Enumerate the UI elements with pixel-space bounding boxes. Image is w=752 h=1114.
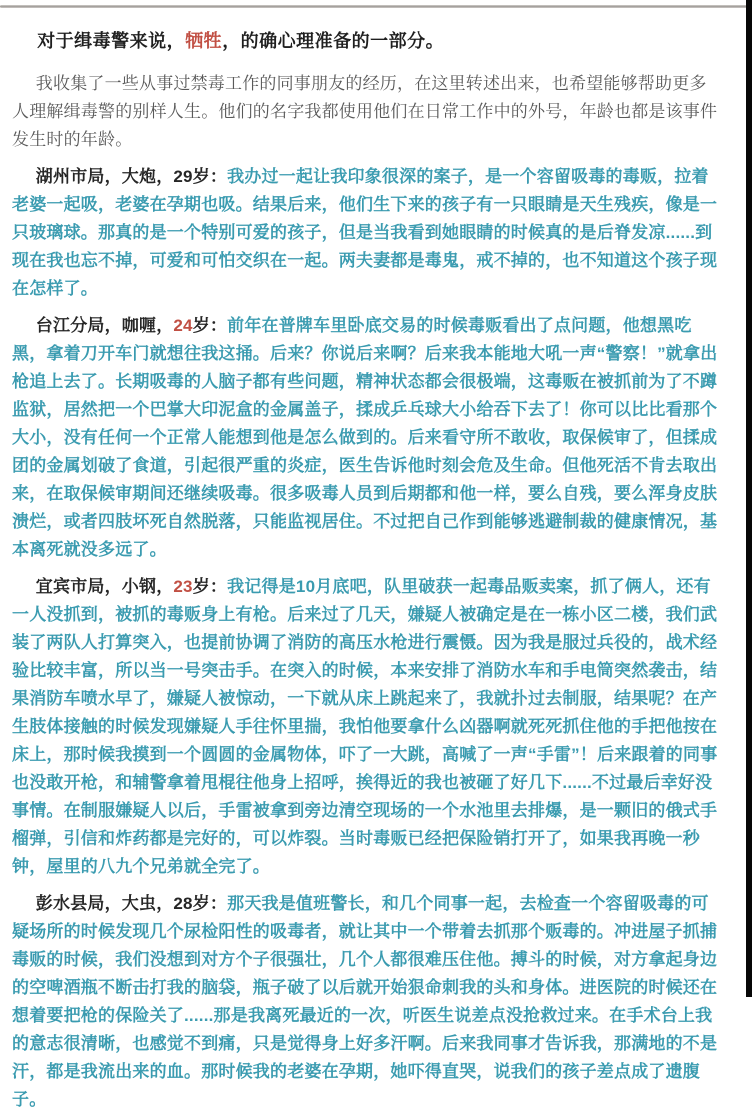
story-4-body: 那天我是值班警长，和几个同事一起，去检查一个容留吸毒的可疑场所的时候发现几个尿检阳性的吸毒者，就让其中一个带着去抓那个贩毒的。冲进屋子抓捕毒贩的时候，我们没想到对方个子很强壮，几个人都很难压住他。搏斗的时候，对方拿起身边的空啤酒瓶不断击打我的脑袋，瓶子破了以后就开始狠命刺我的头和身体。进医院的时候还在想着要把枪的保险关了......那是我离死最近的一次，听医生说差点没抢救过来。在手术台上我的意志很清晰，也感觉不到痛，只是觉得身上好多汗啊。后来我同事才告诉我，那满地的不是汗，都是我流出来的血。那时候我的老婆在孕期，她吓得直哭，说我们的孩子差点成了遗腹子。 [12,894,718,1109]
story-1-age: 29 [173,167,193,186]
story-1-label-suffix: 岁： [192,167,228,186]
story-3-label-prefix: 宜宾市局，小钢， [35,577,174,596]
story-paragraph-4 [12,890,722,1114]
top-divider [0,5,752,8]
story-2-label-suffix: 岁： [192,316,228,335]
story-3-label-suffix: 岁： [192,577,228,596]
story-2-label-prefix: 台江分局，咖喱， [35,316,174,335]
story-3-body: 我记得是10月底吧，队里破获一起毒品贩卖案，抓了俩人，还有一人没抓到，被抓的毒贩身上有枪。后来过了几天，嫌疑人被确定是在一栋小区二楼，我们武装了两队人打算突入，也提前协调了消防的高压水枪进行震慑。因为我是服过兵役的，战术经验比较丰富，所以当一号突击手。在突入的时候，本来安排了消防水车和手电筒突然袭击，结果消防车喷水早了，嫌疑人被惊动，一下就从床上跳起来了，我就扑过去制服，结果呢？在产生肢体接触的时候发现嫌疑人手往怀里揣，我怕他要拿什么凶器啊就死死抓住他的手把他按在床上，那时候我摸到一个圆圆的金属物体，吓了一大跳，高喊了一声“手雷”！后来跟着的同事也没敢开枪，和辅警拿着甩棍往他身上招呼，挨得近的我也被砸了好几下......不过最后幸好没事情。在制服嫌疑人以后，手雷被拿到旁边清空现场的一个水池里去排爆，是一颗旧的俄式手榴弹，引信和炸药都是完好的，可以炸裂。当时毒贩已经把保险销打开了，如果我再晚一秒钟，屋里的八九个兄弟就全完了。 [12,577,718,876]
story-4-age: 28 [173,894,193,913]
story-1-body: 我办过一起让我印象很深的案子，是一个容留吸毒的毒贩，拉着老婆一起吸，老婆在孕期也吸。结果后来，他们生下来的孩子有一只眼睛是天生残疾，像是一只玻璃球。那真的是一个特别可爱的孩子，但是当我看到她眼睛的时候真的是后脊发凉......到现在我也忘不掉，可爱和可怕交织在一起。两夫妻都是毒鬼，戒不掉的，也不知道这个孩子现在怎样了。 [12,167,718,298]
story-paragraph-2 [12,312,722,564]
story-2-body: 前年在普牌车里卧底交易的时候毒贩看出了点问题，他想黑吃黑，拿着刀开车门就想往我这捅。后来？你说后来啊？后来我本能地大吼一声“警察！”就拿出枪追上去了。长期吸毒的人脑子都有些问题，精神状态都会很极端，这毒贩在被抓前为了不蹲监狱，居然把一个巴掌大印泥盒的金属盖子，揉成乒乓球大小给吞下去了！你可以比比看那个大小，没有任何一个正常人能想到他是怎么做到的。后来看守所不敢收，取保候审了，但揉成团的金属划破了食道，引起很严重的炎症，医生告诉他时刻会危及生命。但他死活不肯去取出来，在取保候审期间还继续吸毒。很多吸毒人员到后期都和他一样，要么自残，要么浑身皮肤溃烂，或者四肢坏死自然脱落，只能监视居住。不过把自己作到能够逃避制裁的健康情况，基本离死就没多远了。 [12,316,718,559]
right-edge-bar [746,0,752,997]
page-title [12,28,722,54]
title-prefix: 对于缉毒警来说， [37,31,186,51]
story-4-label-prefix: 彭水县局，大虫， [35,894,174,913]
intro-paragraph: 我收集了一些从事过禁毒工作的同事朋友的经历，在这里转述出来，也希望能够帮助更多人理解缉毒警的别样人生。他们的名字我都使用他们在日常工作中的外号，年龄也都是该事件发生时的年龄。 [12,74,718,149]
story-4-label-suffix: 岁： [192,894,228,913]
title-suffix: ，的确心理准备的一部分。 [222,31,445,51]
story-2-age: 24 [173,316,193,335]
story-paragraph-3 [12,573,722,881]
story-1-label-prefix: 湖州市局，大炮， [35,167,174,186]
title-highlight: 牺牲 [185,31,223,51]
story-paragraph-1 [12,163,722,303]
story-3-age: 23 [173,577,193,596]
